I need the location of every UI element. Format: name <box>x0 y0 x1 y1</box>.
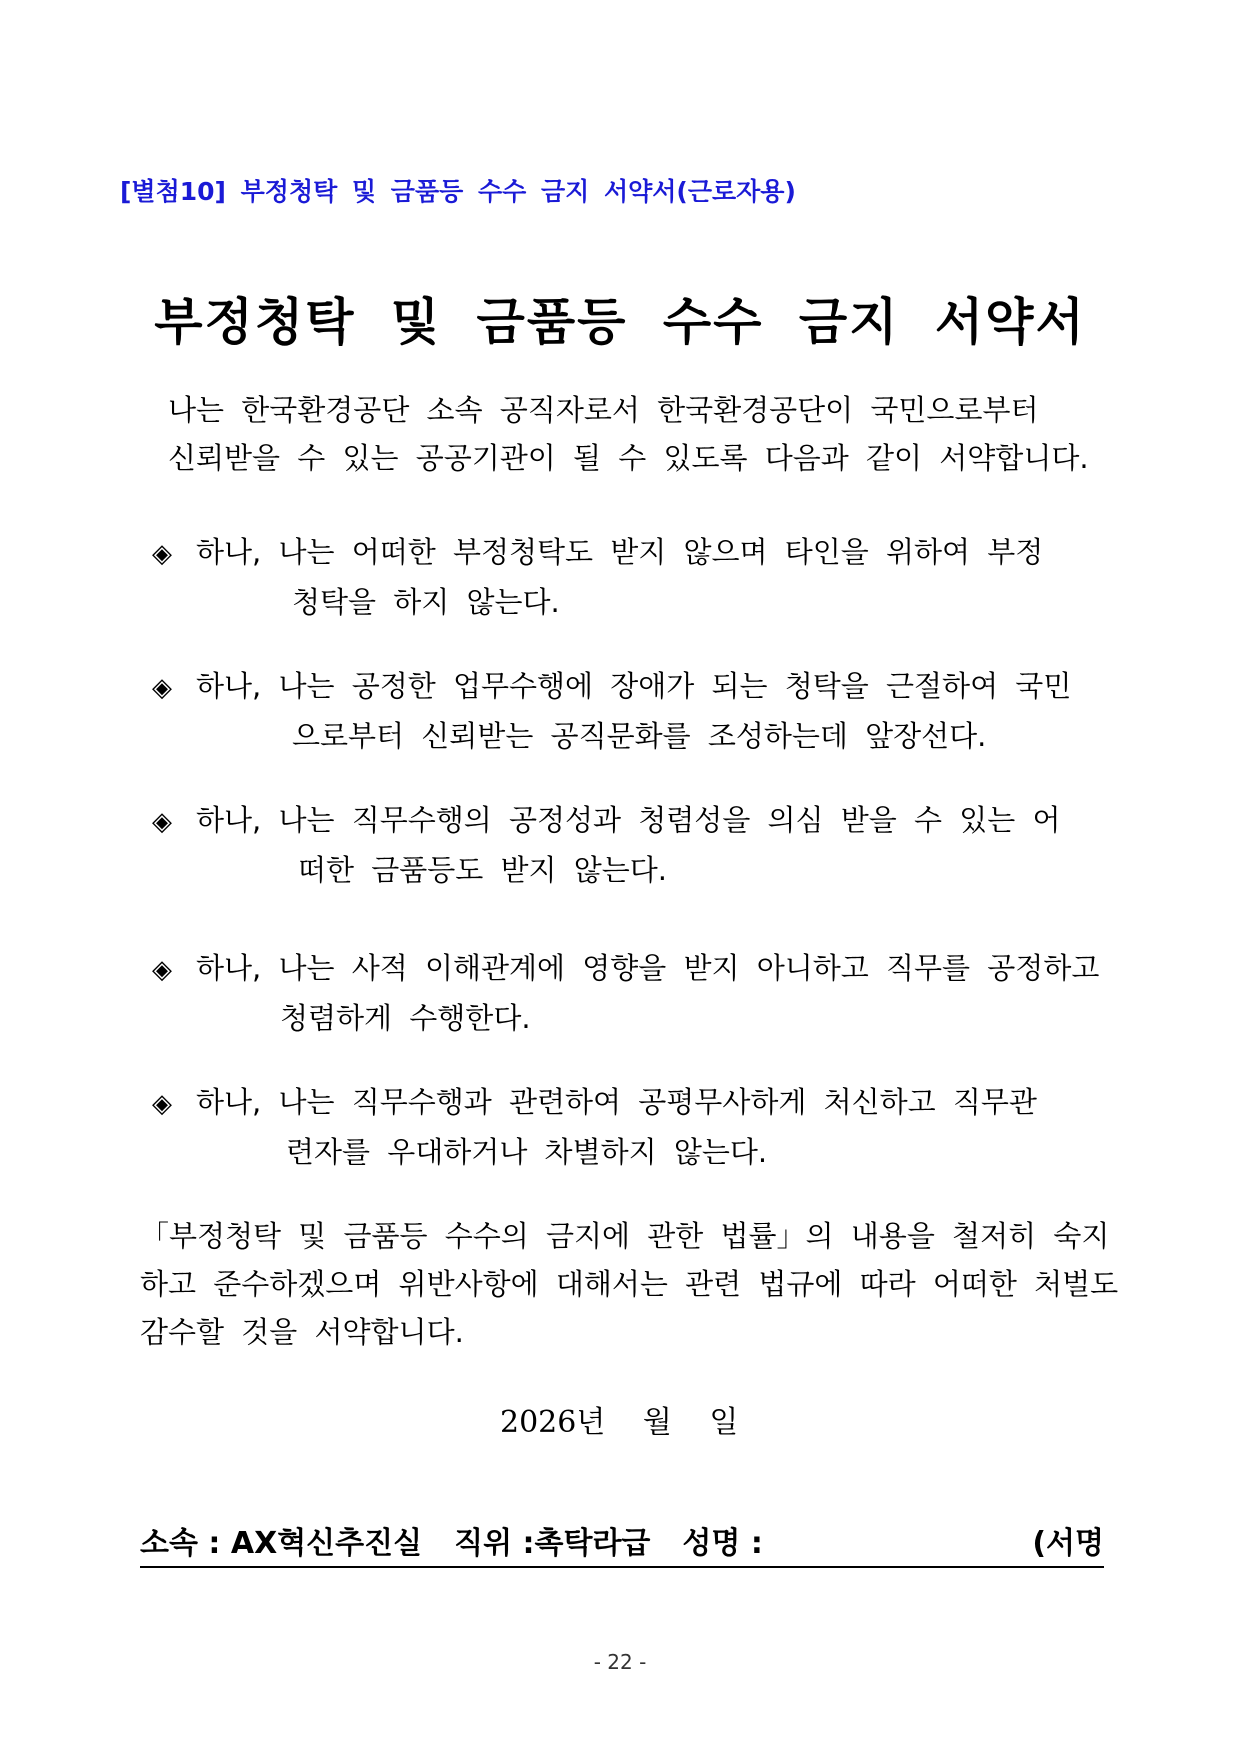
pledge-item <box>152 664 1102 705</box>
pledge-item <box>152 1080 1102 1121</box>
page-number: - 22 - <box>593 1650 647 1674</box>
pledge-item <box>152 946 1102 987</box>
pledge-continuation: 떠한 금품등도 받지 않는다. <box>298 853 668 887</box>
signature-line <box>140 1518 1104 1568</box>
diamond-bullet-icon: ◈ <box>152 1089 172 1119</box>
position-field: 직위 :촉탁라급 <box>454 1526 651 1561</box>
pledge-item <box>152 530 1102 571</box>
intro-line-2: 신뢰받을 수 있는 공공기관이 될 수 있도록 다음과 같이 서약합니다. <box>168 441 1089 475</box>
pledge-continuation: 으로부터 신뢰받는 공직문화를 조성하는데 앞장선다. <box>292 719 987 753</box>
pledge-continuation: 청탁을 하지 않는다. <box>292 585 560 619</box>
diamond-bullet-icon: ◈ <box>152 539 172 569</box>
closing-line-3: 감수할 것을 서약합니다. <box>140 1315 464 1349</box>
pledge-line: 하나, 나는 어떠한 부정청탁도 받지 않으며 타인을 위하여 부정 <box>196 535 1044 569</box>
pledge-continuation: 련자를 우대하거나 차별하지 않는다. <box>286 1135 768 1169</box>
diamond-bullet-icon: ◈ <box>152 955 172 985</box>
closing-line-2: 하고 준수하겠으며 위반사항에 대해서는 관련 법규에 따라 어떠한 처벌도 <box>140 1267 1119 1301</box>
closing-line-1: 「부정청탁 및 금품등 수수의 금지에 관한 법률」의 내용을 철저히 숙지 <box>140 1219 1110 1253</box>
affiliation-field: 소속 : AX혁신추진실 <box>140 1526 423 1561</box>
pledge-line: 하나, 나는 공정한 업무수행에 장애가 되는 청탁을 근절하여 국민 <box>196 669 1072 703</box>
diamond-bullet-icon: ◈ <box>152 807 172 837</box>
pledge-line: 하나, 나는 사적 이해관계에 영향을 받지 아니하고 직무를 공정하고 <box>196 951 1100 985</box>
page-title: 부정청탁 및 금품등 수수 금지 서약서 <box>154 293 1086 351</box>
pledge-line: 하나, 나는 직무수행의 공정성과 청렴성을 의심 받을 수 있는 어 <box>196 803 1061 837</box>
diamond-bullet-icon: ◈ <box>152 673 172 703</box>
pledge-continuation: 청렴하게 수행한다. <box>280 1001 531 1035</box>
name-field: 성명 : <box>682 1526 763 1561</box>
signature-field: (서명 <box>1032 1526 1104 1561</box>
pledge-date: 2026년 월 일 <box>500 1405 739 1440</box>
attachment-label: [별첨10] 부정청탁 및 금품등 수수 금지 서약서(근로자용) <box>120 177 796 206</box>
pledge-line: 하나, 나는 직무수행과 관련하여 공평무사하게 처신하고 직무관 <box>196 1085 1037 1119</box>
pledge-item <box>152 798 1102 839</box>
intro-line-1: 나는 한국환경공단 소속 공직자로서 한국환경공단이 국민으로부터 <box>168 393 1039 427</box>
